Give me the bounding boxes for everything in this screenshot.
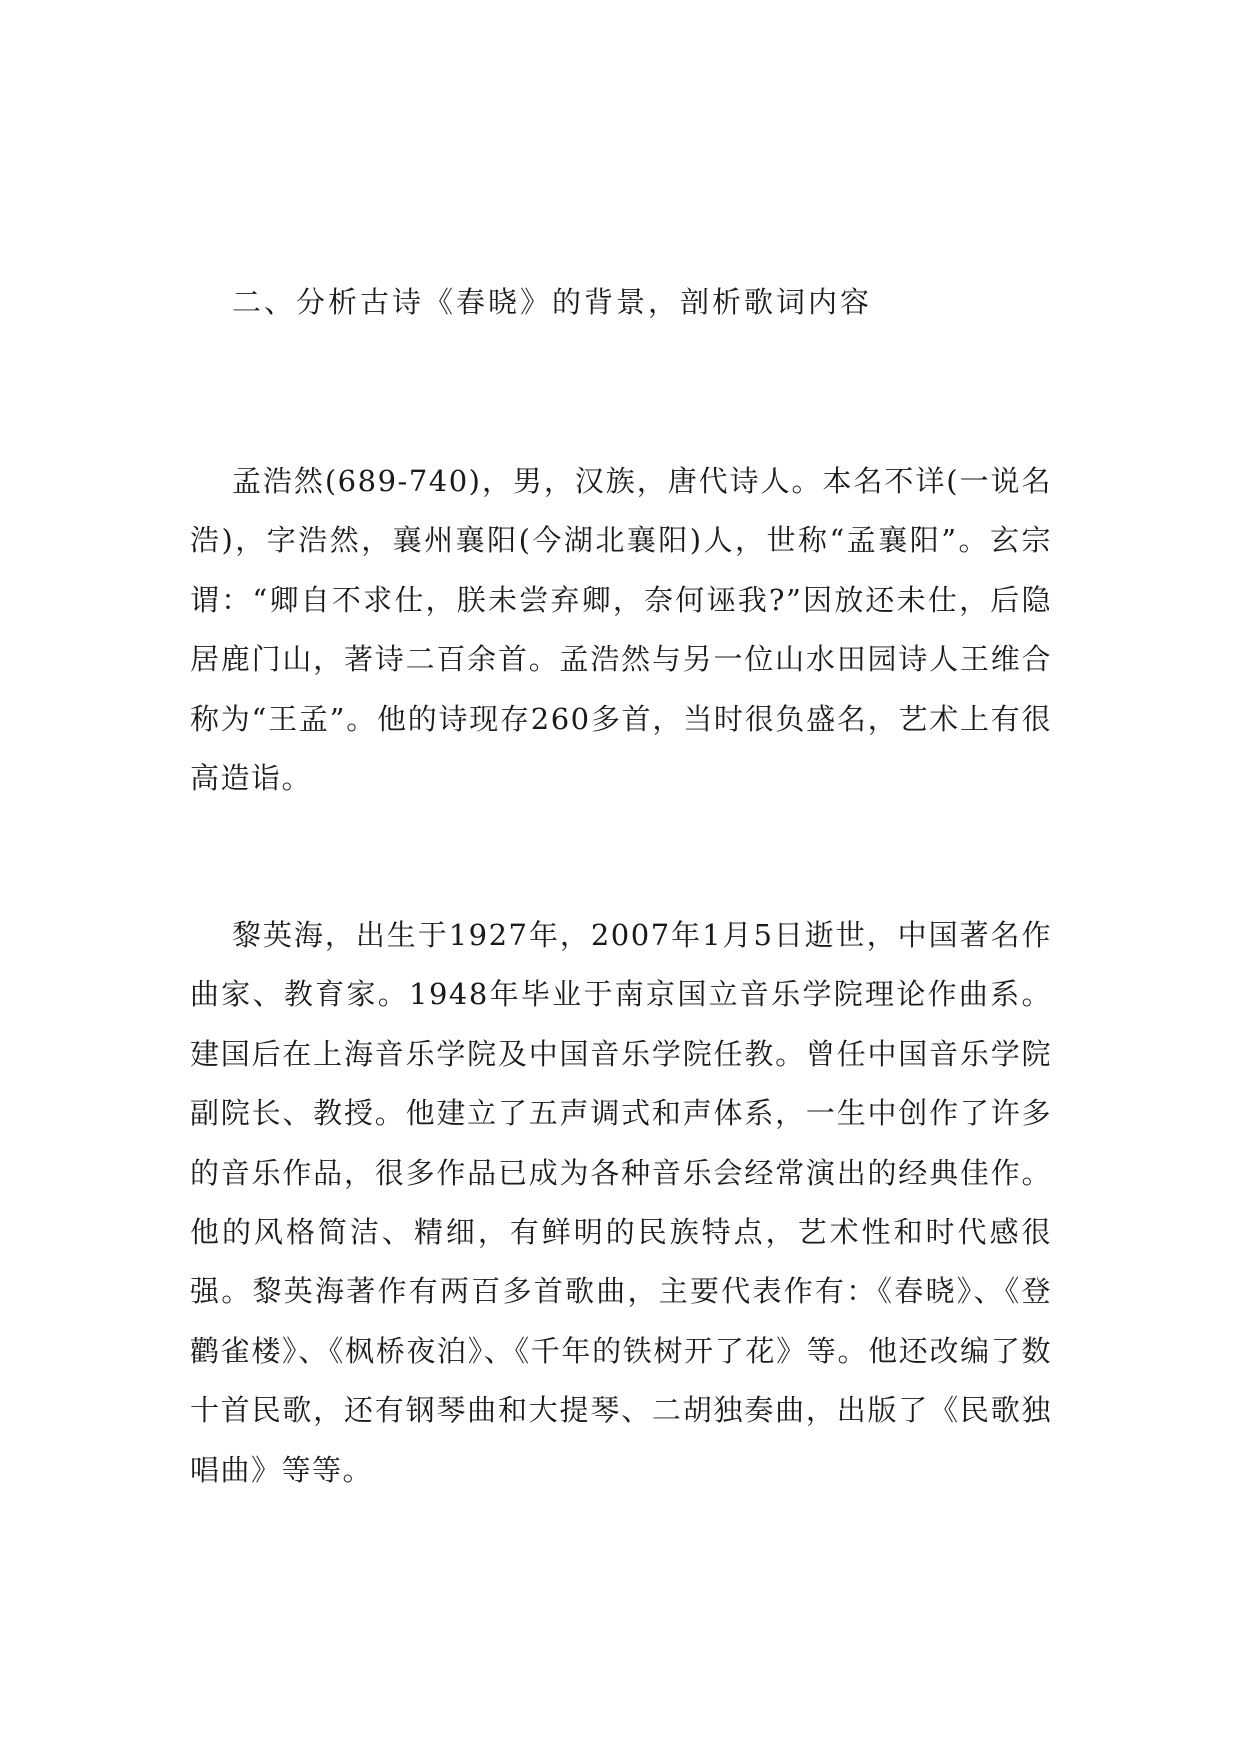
section-heading: 二、分析古诗《春晓》的背景，剖析歌词内容 bbox=[232, 285, 873, 319]
paragraph-li-yinghai: 黎英海，出生于1927年，2007年1月5日逝世，中国著名作曲家、教育家。1948年毕业于南京国立音乐学院理论作曲系。建国后在上海音乐学院及中国音乐学院任教。曾任中国音乐学院副院长、教授。他建立了五声调式和声体系，一生中创作了许多的音乐作品，很多作品已成为各种音乐会经常演出的经典佳作。他的风格简洁、精细，有鲜明的民族特点，艺术性和时代感很强。黎英海著作有两百多首歌曲，主要代表作有：《春晓》、《登鹳雀楼》、《枫桥夜泊》、《千年的铁树开了花》等。他还改编了数十首民歌，还有钢琴曲和大提琴、二胡独奏曲，出版了《民歌独唱曲》等等。 bbox=[190, 918, 1052, 1487]
paragraph-meng-haoran: 孟浩然(689-740)，男，汉族，唐代诗人。本名不详(一说名浩)，字浩然，襄州襄阳(今湖北襄阳)人，世称“孟襄阳”。玄宗谓：“卿自不求仕，朕未尝弃卿，奈何诬我?”因放还未仕，后隐居鹿门山，著诗二百余首。孟浩然与另一位山水田园诗人王维合称为“王孟”。他的诗现存260多首，当时很负盛名，艺术上有很高造诣。 bbox=[190, 464, 1052, 796]
